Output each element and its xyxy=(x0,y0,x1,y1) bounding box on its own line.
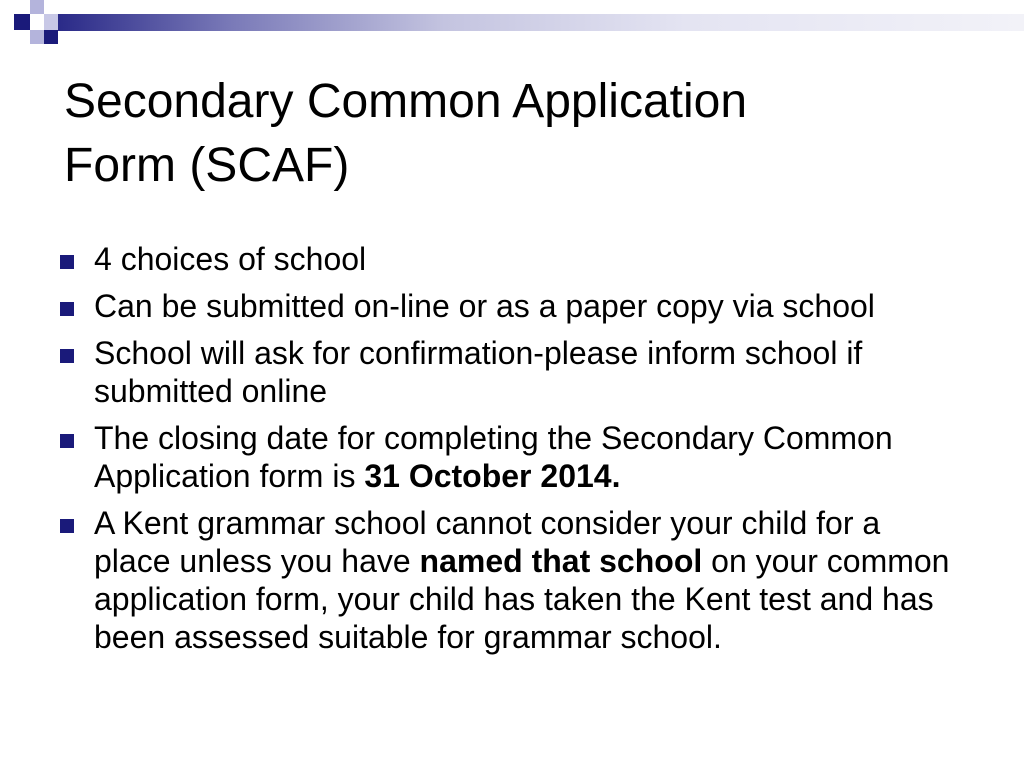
decorative-square-navy-low xyxy=(44,30,58,44)
slide-title xyxy=(64,70,964,198)
bullet-text: 4 choices of school xyxy=(94,241,367,277)
square-bullet-icon xyxy=(60,349,74,363)
bullet-text: A Kent grammar school cannot consider your child for a place unless you have xyxy=(94,505,881,579)
bullet-text: The closing date for completing the Secondary Common Application form is xyxy=(94,420,893,494)
bullet-text: School will ask for confirmation-please inform school if submitted online xyxy=(94,335,863,409)
square-bullet-icon xyxy=(60,434,74,448)
bullet-item-kent-grammar xyxy=(56,504,956,656)
decorative-gradient-bar xyxy=(58,14,1024,31)
slide-title-line-1: Secondary Common Application xyxy=(64,75,748,128)
slide-title-line-2: Form (SCAF) xyxy=(64,139,350,192)
bullet-item-choices xyxy=(56,240,956,278)
decorative-square-lavender-mid xyxy=(44,14,58,30)
bullet-item-closing-date xyxy=(56,419,956,495)
bullet-text-continued: on your common application form, your child has taken the Kent test and has been assessed suitable for grammar school. xyxy=(94,543,950,655)
decorative-square-navy xyxy=(14,14,30,30)
square-bullet-icon xyxy=(60,302,74,316)
square-bullet-icon xyxy=(60,255,74,269)
bullet-list xyxy=(56,240,956,665)
decorative-square-lavender-low xyxy=(30,30,44,44)
decorative-square-lavender-top xyxy=(30,0,44,14)
closing-date-highlight: 31 October 2014. xyxy=(364,458,621,494)
square-bullet-icon xyxy=(60,519,74,533)
bullet-text: Can be submitted on-line or as a paper copy via school xyxy=(94,288,875,324)
bullet-item-submission xyxy=(56,287,956,325)
bullet-item-confirmation xyxy=(56,334,956,410)
named-school-highlight: named that school xyxy=(419,543,703,579)
